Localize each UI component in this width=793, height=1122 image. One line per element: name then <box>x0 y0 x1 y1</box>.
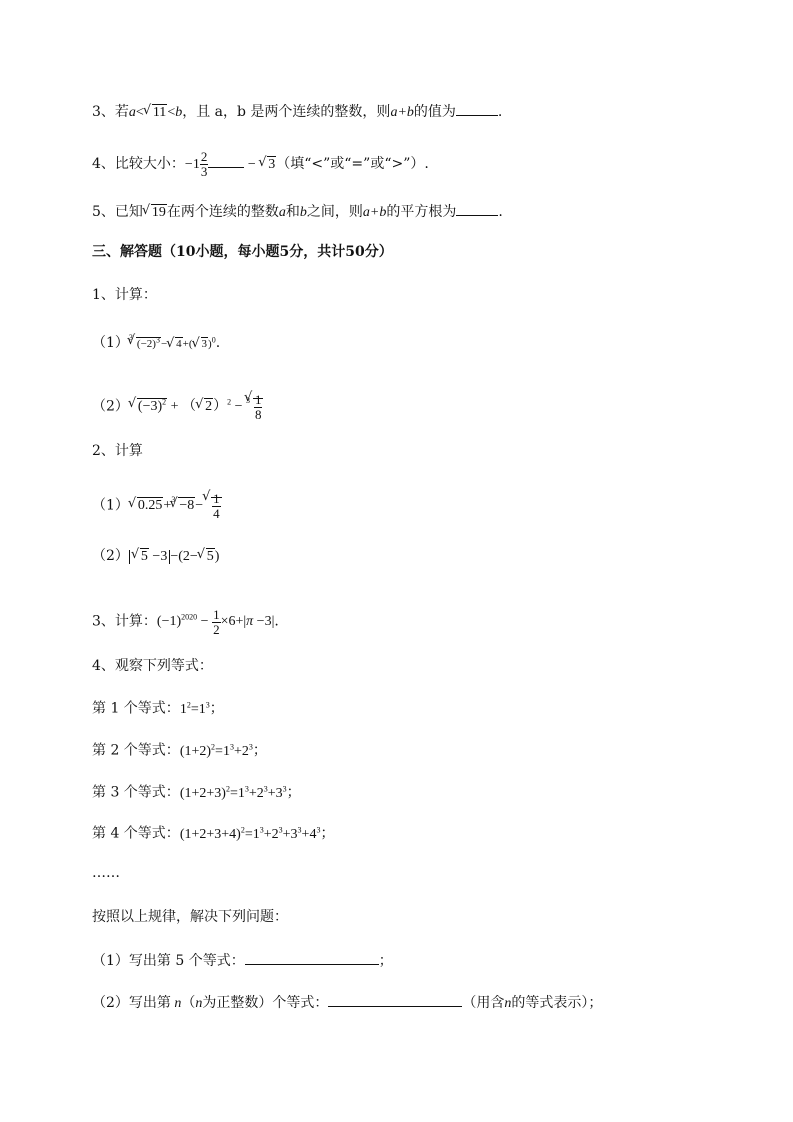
equation-4: 第 4 个等式：$(1+2+3+4)^2=1^3+2^3+3^3+4^3$； <box>92 825 335 842</box>
problem-2-part-2: （2）√ 5 −3 −(2−√ 5) <box>92 549 219 564</box>
section-title: 三、解答题（10小题，每小题5分，共计50分） <box>92 244 393 260</box>
sqrt-3: √ 3 <box>259 158 276 172</box>
problem-1-part-2: （2）√ $(-3)^2$ + （√ 2）$^2$ − $^3$ √ $\frac{1}{8}$ <box>92 393 263 421</box>
problem-4-q1: （1）写出第 5 个等式： ； <box>92 953 393 969</box>
problem-4-title: 4、观察下列等式： <box>92 658 213 674</box>
answer-blank[interactable] <box>456 103 498 116</box>
q3-prefix: 3、若 <box>92 104 129 120</box>
problem-2-part-1: （1）√ 0.25+$^3$√ −8− √ $\frac{1}{4}$ <box>92 492 222 520</box>
equation-2: 第 2 个等式：$(1+2)^2=1^3+2^3$； <box>92 742 267 759</box>
question-5: 5、已知√ 19在两个连续的整数a和b之间，则a+b的平方根为 . <box>92 203 503 220</box>
equation-1: 第 1 个等式：$1^2=1^3$； <box>92 700 224 717</box>
answer-blank[interactable] <box>245 952 379 965</box>
problem-1-title: 1、计算： <box>92 287 157 303</box>
answer-blank[interactable] <box>456 203 498 216</box>
problem-1-part-1: $(1)^3√$ $(-2)^3-√$ 4+(√ 3)$^0$. <box>92 336 220 350</box>
answer-blank[interactable] <box>328 994 462 1007</box>
instruction: 按照以上规律，解决下列问题： <box>92 909 288 925</box>
equation-3: 第 3 个等式：$(1+2+3)^2=1^3+2^3+3^3$； <box>92 784 301 801</box>
fraction-two-thirds: $\frac{2}{3}$ <box>200 149 208 179</box>
sqrt-19: √ 19 <box>143 206 167 220</box>
answer-blank[interactable] <box>208 155 244 168</box>
problem-2-title: 2、计算 <box>92 443 143 459</box>
problem-3: 3、计算：$(-1)^{2020}$ − $\frac{1}{2}$ ×6+|π −3|. <box>92 607 279 637</box>
problem-4-q2: （2）写出第 n（n为正整数）个等式： （用含n的等式表示）； <box>92 995 603 1011</box>
ellipsis: …… <box>92 865 120 881</box>
sqrt-11: √ 11 <box>144 106 167 120</box>
question-3: 3、若a<√ 11<b，且 a，b 是两个连续的整数，则a+b的值为 . <box>92 103 502 120</box>
question-4: 4、比较大小：−1 $\frac{2}{3}$ − √ 3（填“<”或“=”或“>”）. <box>92 150 429 178</box>
